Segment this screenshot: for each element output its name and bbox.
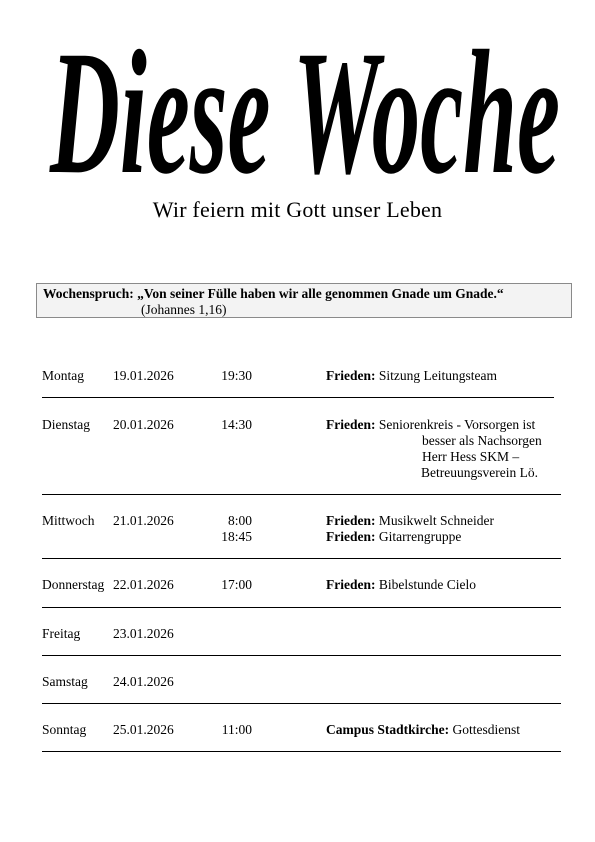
event-description: Bibelstunde Cielo [378,577,476,592]
event-place: Frieden: [326,577,376,592]
date-label: 25.01.2026 [113,722,174,737]
event-description: Musikwelt Schneider [378,513,494,528]
date-label: 23.01.2026 [113,626,174,641]
event-description: Betreuungsverein Lö. [421,465,538,480]
date-label: 22.01.2026 [113,577,174,592]
day-label: Dienstag [42,417,90,432]
event-description: Seniorenkreis - Vorsorgen ist [378,417,536,432]
day-label: Mittwoch [42,513,95,528]
page-title [40,22,570,197]
event-place: Frieden: [326,529,376,544]
event-place: Campus Stadtkirche: [326,722,450,737]
event-entry [326,529,562,545]
event-entry [326,417,562,481]
divider [42,494,561,495]
divider [42,397,554,398]
divider [42,655,561,656]
wochenspruch-reference: (Johannes 1,16) [141,302,227,317]
subtitle: Wir feiern mit Gott unser Leben [152,197,443,222]
event-entry [326,368,562,384]
day-label: Montag [42,368,84,383]
day-label: Donnerstag [42,577,105,592]
wochenspruch-text: „Von seiner Fülle haben wir alle genommen Gnade um Gnade.“ [137,286,504,301]
date-label: 20.01.2026 [113,417,174,432]
wochenspruch-box [36,283,572,318]
event-description: Gitarrengruppe [378,529,462,544]
event-entry [326,513,562,529]
time-label: 8:00 [227,513,252,528]
date-label: 19.01.2026 [113,368,174,383]
page-title-text: Diese Woche [48,22,560,197]
event-place: Frieden: [326,513,376,528]
day-label: Freitag [42,626,81,641]
event-description: besser als Nachsorgen [422,433,542,448]
divider [42,607,561,608]
time-label: 17:00 [221,577,252,592]
time-label: 18:45 [221,529,252,544]
day-label: Samstag [42,674,88,689]
divider [42,558,561,559]
wochenspruch-label: Wochenspruch: [43,286,134,301]
event-entry [326,577,562,593]
event-description: Sitzung Leitungsteam [378,368,497,383]
time-label: 19:30 [221,368,252,383]
event-place: Frieden: [326,417,376,432]
event-description: Gottesdienst [452,722,521,737]
date-label: 21.01.2026 [113,513,174,528]
time-label: 14:30 [221,417,252,432]
day-label: Sonntag [42,722,87,737]
date-label: 24.01.2026 [113,674,174,689]
event-place: Frieden: [326,368,376,383]
divider [42,751,561,752]
divider [42,703,561,704]
event-description: Herr Hess SKM – [422,449,520,464]
event-entry [326,722,562,738]
time-label: 11:00 [221,722,252,737]
